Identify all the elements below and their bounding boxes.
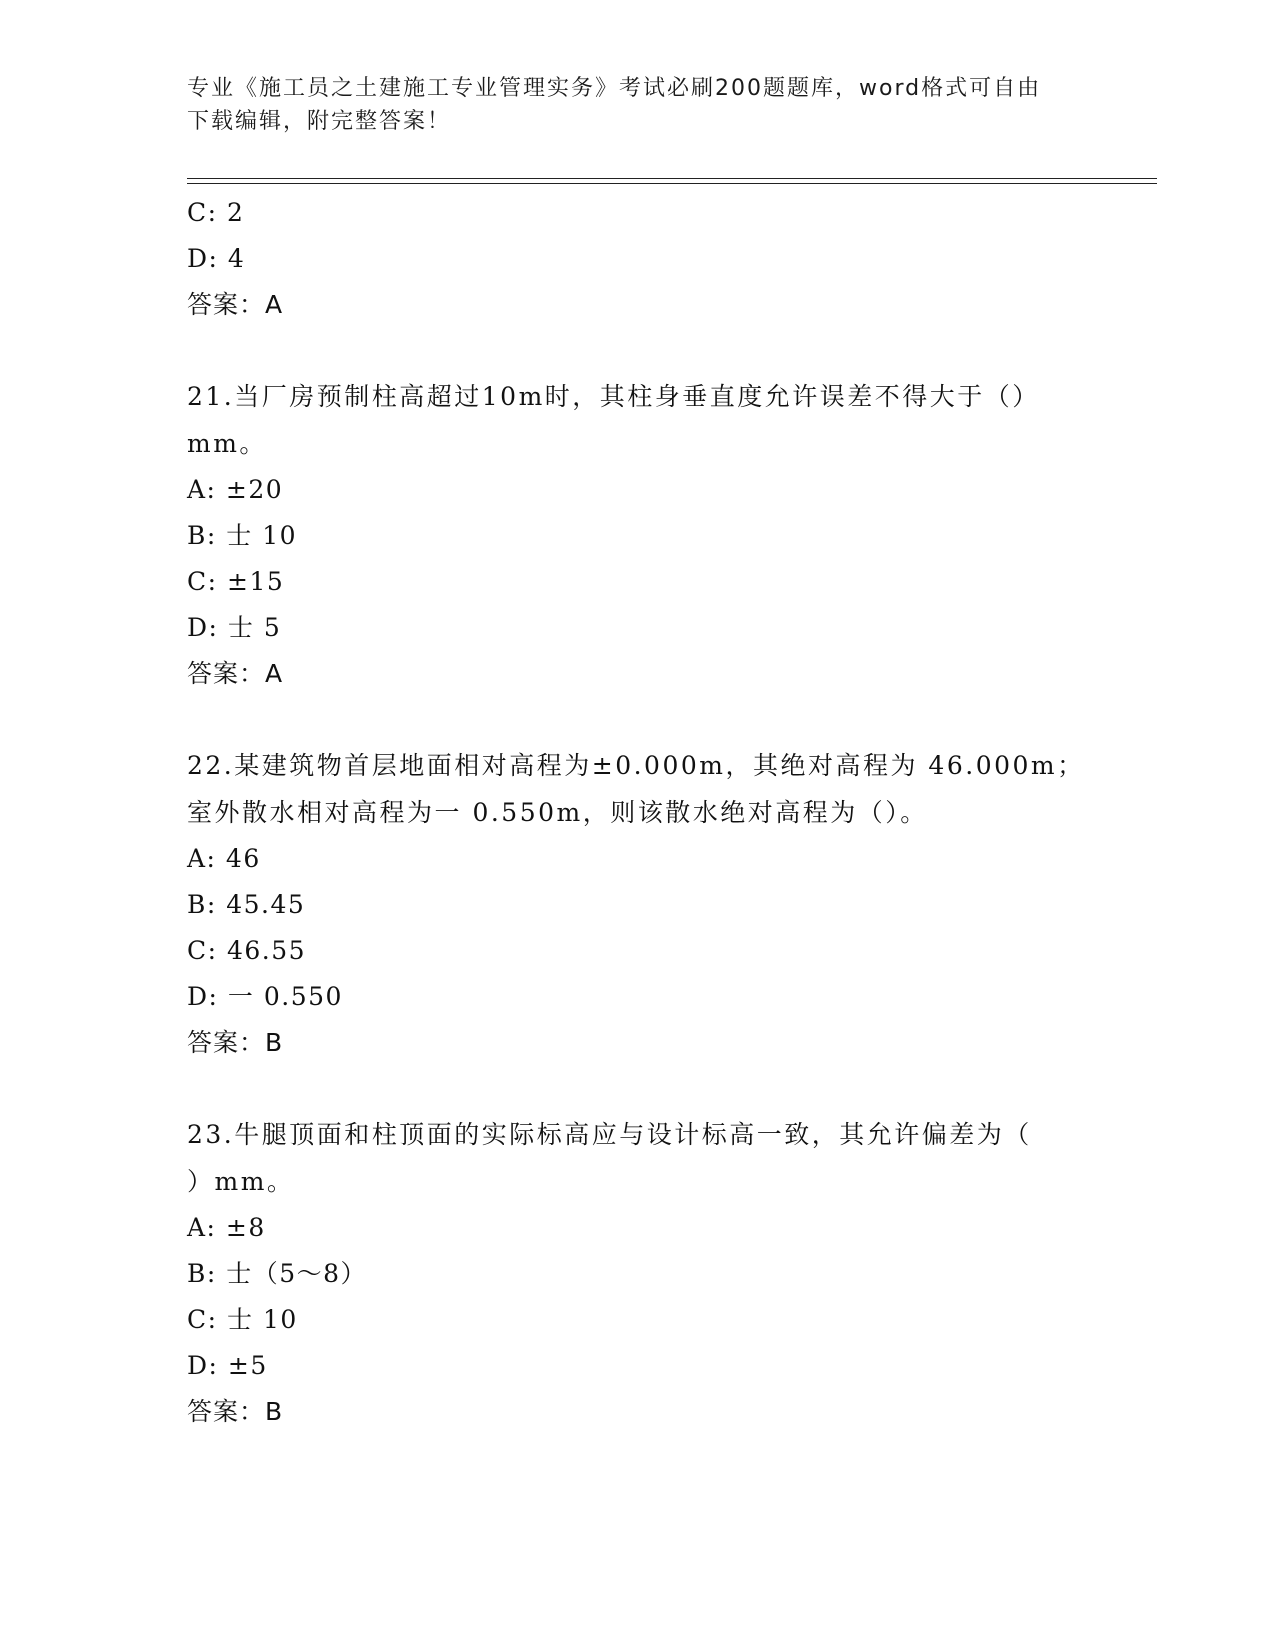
question-stem-line-2: 室外散水相对高程为一 0.550m，则该散水绝对高程为（）。 — [187, 798, 928, 827]
question-stem-line-1: 23.牛腿顶面和柱顶面的实际标高应与设计标高一致，其允许偏差为（ — [187, 1120, 1032, 1149]
option-d: D: 4 — [187, 244, 246, 273]
option-c: C: 2 — [187, 198, 245, 227]
option-b: B: 士 10 — [187, 521, 297, 550]
option-c: C: 46.55 — [187, 936, 307, 965]
question-22 — [187, 742, 1087, 1066]
option-d: D: 一 0.550 — [187, 982, 343, 1011]
question-list — [187, 190, 1087, 1435]
option-a: A: ±8 — [187, 1213, 266, 1242]
page-header — [187, 72, 1067, 138]
answer-line: 答案：A — [187, 659, 284, 688]
header-divider-top — [187, 178, 1157, 179]
option-a: A: 46 — [187, 844, 261, 873]
option-c: C: ±15 — [187, 567, 285, 596]
option-a: A: ±20 — [187, 475, 284, 504]
header-title-line-1: 专业《施工员之土建施工专业管理实务》考试必刷200题题库，word格式可自由 — [187, 76, 1042, 101]
answer-line: 答案：B — [187, 1028, 284, 1057]
option-d: D: 士 5 — [187, 613, 282, 642]
option-d: D: ±5 — [187, 1351, 268, 1380]
answer-line: 答案：A — [187, 290, 284, 319]
option-b: B: 45.45 — [187, 890, 306, 919]
option-c: C: 士 10 — [187, 1305, 298, 1334]
question-stem-line-1: 22.某建筑物首层地面相对高程为±0.000m，其绝对高程为 46.000m； — [187, 751, 1085, 780]
previous-question-tail — [187, 190, 1087, 328]
option-b: B: 士（5～8） — [187, 1259, 368, 1288]
header-title-line-2: 下载编辑，附完整答案！ — [187, 109, 452, 134]
question-stem-line-2: mm。 — [187, 429, 267, 458]
answer-line: 答案：B — [187, 1397, 284, 1426]
header-divider-bottom — [187, 183, 1157, 184]
question-23 — [187, 1111, 1087, 1435]
question-21 — [187, 373, 1087, 697]
question-stem-line-2: ）mm。 — [187, 1167, 295, 1196]
question-stem-line-1: 21.当厂房预制柱高超过10m时，其柱身垂直度允许误差不得大于（） — [187, 382, 1040, 411]
